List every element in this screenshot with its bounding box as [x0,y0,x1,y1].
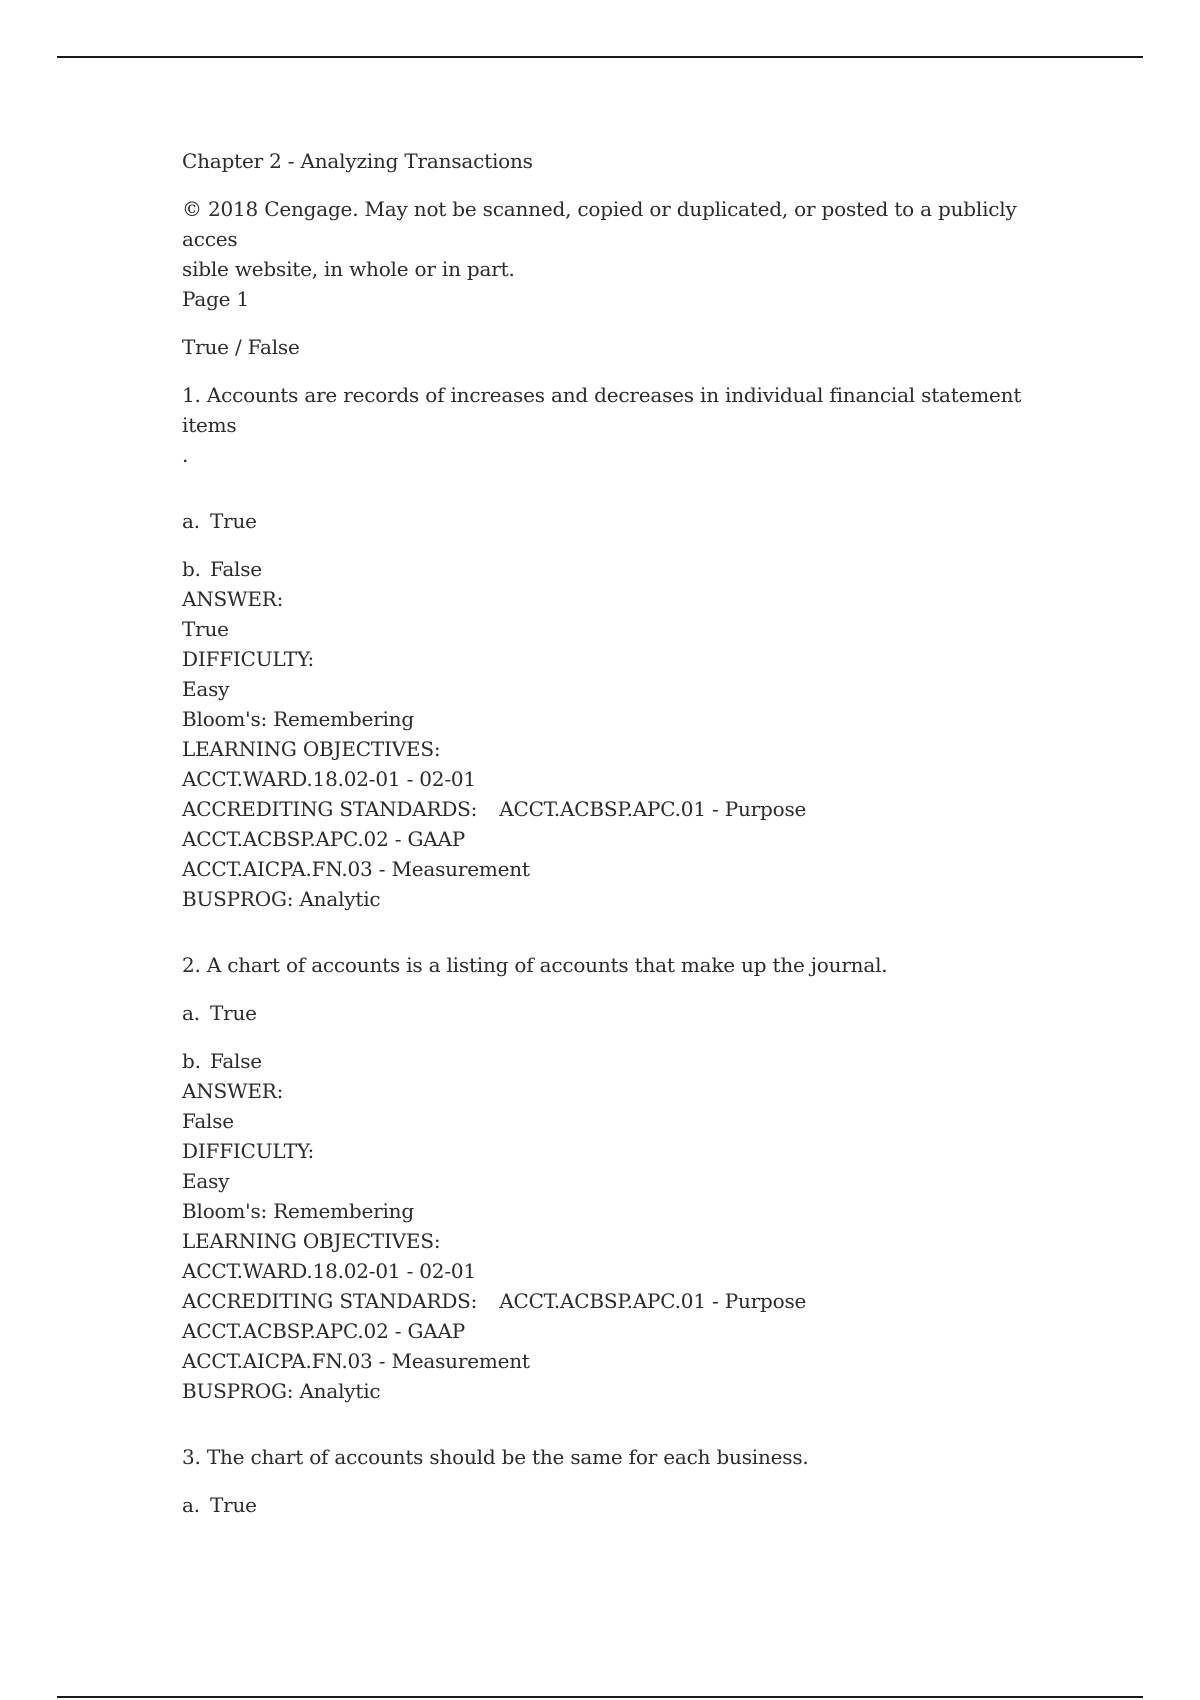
copyright-line: sible website, in whole or in part. [182,257,515,281]
answer-label: ANSWER: [182,587,284,611]
learning-objectives-label: LEARNING OBJECTIVES: [182,737,441,761]
learning-objectives-label: LEARNING OBJECTIVES: [182,1229,441,1253]
chapter-title: Chapter 2 - Analyzing Transactions [182,149,533,173]
question-1 [182,380,1062,914]
answer-label: ANSWER: [182,1079,284,1103]
option-letter: a. [182,509,200,533]
difficulty-value: Easy [182,677,230,701]
option-letter: a. [182,1001,200,1025]
option-letter: b. [182,1049,201,1073]
footer-rule [57,1696,1143,1698]
question-2 [182,950,1062,1406]
option-a [182,1490,1062,1520]
difficulty-label: DIFFICULTY: [182,647,315,671]
option-label: False [210,1049,262,1073]
difficulty-label: DIFFICULTY: [182,1139,315,1163]
blooms-level: Bloom's: Remembering [182,707,414,731]
question-3 [182,1442,1062,1520]
option-label: True [210,509,257,533]
question-text: 1. Accounts are records of increases and decreases in individual financial statement items [182,383,1028,437]
option-label: True [210,1001,257,1025]
difficulty-value: Easy [182,1169,230,1193]
question-text-continued: . [182,443,189,467]
header-rule [57,56,1143,58]
page-label: Page 1 [182,287,250,311]
accrediting-label: ACCREDITING STANDARDS: [182,1289,478,1313]
question-text: 3. The chart of accounts should be the same for each business. [182,1445,809,1469]
question-text: 2. A chart of accounts is a listing of accounts that make up the journal. [182,953,888,977]
accrediting-standard: ACCT.ACBSP.APC.02 - GAAP [182,827,466,851]
section-title: True / False [182,335,300,359]
accrediting-standard: ACCT.AICPA.FN.03 - Measurement [182,857,530,881]
document-body [182,146,1062,1520]
option-label: False [210,557,262,581]
blooms-level: Bloom's: Remembering [182,1199,414,1223]
answer-value: True [182,617,229,641]
busprog: BUSPROG: Analytic [182,1379,381,1403]
busprog: BUSPROG: Analytic [182,887,381,911]
accrediting-standards [182,794,1062,824]
copyright-notice [182,194,1062,284]
accrediting-standards [182,1286,1062,1316]
accrediting-label: ACCREDITING STANDARDS: [182,797,478,821]
option-a [182,506,1062,536]
learning-objective: ACCT.WARD.18.02-01 - 02-01 [182,1259,476,1283]
accrediting-standard: ACCT.ACBSP.APC.02 - GAAP [182,1319,466,1343]
option-b [182,1046,1062,1076]
copyright-line: © 2018 Cengage. May not be scanned, copied or duplicated, or posted to a publicly acces [182,197,1023,251]
option-a [182,998,1062,1028]
accrediting-standard: ACCT.ACBSP.APC.01 - Purpose [499,797,807,821]
accrediting-standard: ACCT.ACBSP.APC.01 - Purpose [499,1289,807,1313]
accrediting-standard: ACCT.AICPA.FN.03 - Measurement [182,1349,530,1373]
option-b [182,554,1062,584]
learning-objective: ACCT.WARD.18.02-01 - 02-01 [182,767,476,791]
option-letter: a. [182,1493,200,1517]
option-letter: b. [182,557,201,581]
answer-value: False [182,1109,234,1133]
option-label: True [210,1493,257,1517]
